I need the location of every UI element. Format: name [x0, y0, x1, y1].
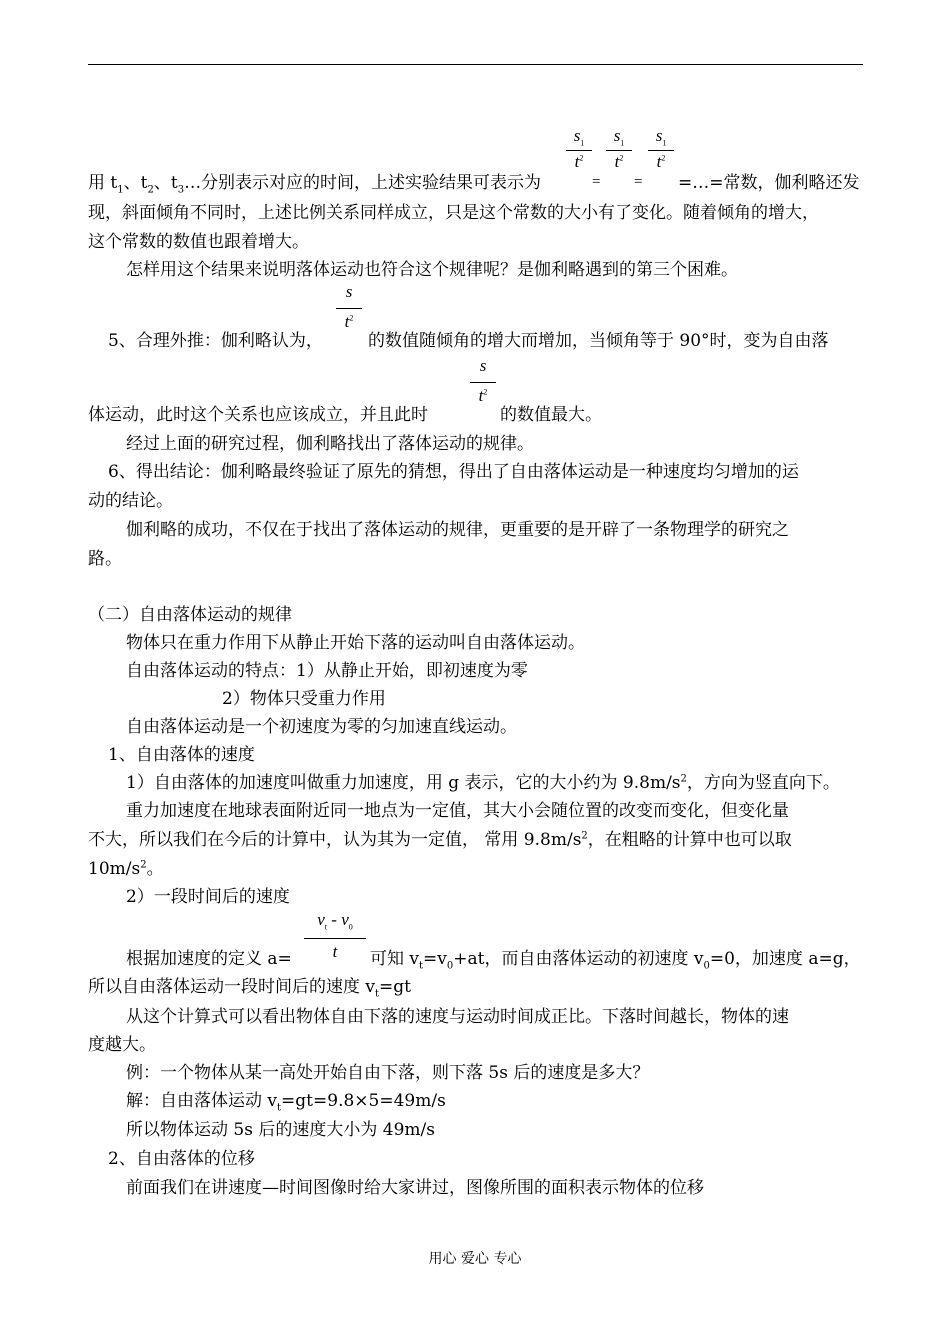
paragraph-line: 从这个计算式可以看出物体自由下落的速度与运动时间成正比。下落时间越长，物体的速	[126, 1007, 789, 1027]
paragraph-line: 解：自由落体运动 $v_t=gt=9.8\times 5=49m/s$	[126, 1091, 446, 1114]
paragraph-line: 路。	[88, 549, 122, 569]
paragraph-line: 5、合理外推：伽利略认为，	[108, 331, 323, 351]
paragraph-line: 重力加速度在地球表面附近同一地点为一定值，其大小会随位置的改变而变化，但变化量	[126, 801, 789, 821]
paragraph-line: 用 $t_1$、$t_2$、$t_3\dots$分别表示对应的时间，上述实验结果可表示为	[88, 173, 542, 196]
paragraph-line: 根据加速度的定义 a=	[126, 949, 292, 969]
paragraph-line: 物体只在重力作用下从静止开始下落的运动叫自由落体运动。	[126, 633, 585, 653]
fraction-s-t2: s $t^2$	[470, 356, 496, 416]
header-rule	[88, 64, 863, 65]
section-heading: （二）自由落体运动的规律	[88, 605, 292, 625]
paragraph-line: 所以自由落体运动一段时间后的速度 $v_t=gt$	[88, 977, 412, 1000]
fraction-s-t2: s $t^2$	[336, 282, 362, 342]
paragraph-line: 自由落体运动的特点：1）从静止开始，即初速度为零	[126, 661, 528, 681]
paragraph-line: $10m/s^2$。	[88, 859, 164, 879]
paragraph-line: 例：一个物体从某一高处开始自由下落，则下落 5s 后的速度是多大？	[126, 1063, 650, 1083]
paragraph-line: 不大，所以我们在今后的计算中，认为其为一定值， 常用 $9.8m/s^2$，在粗略的计算中也可以取	[88, 830, 792, 850]
equals-sign: =	[634, 174, 643, 190]
paragraph-line: 6、得出结论：伽利略最终验证了原先的猜想，得出了自由落体运动是一种速度均匀增加的运	[108, 462, 799, 482]
equals-sign: =	[592, 174, 601, 190]
paragraph-line: 前面我们在讲速度—时间图像时给大家讲过，图像所围的面积表示物体的位移	[126, 1178, 704, 1198]
paragraph-line: 动的结论。	[88, 491, 173, 511]
page-footer: 用心 爱心 专心	[428, 1251, 522, 1267]
paragraph-line: 这个常数的数值也跟着增大。	[88, 232, 309, 252]
paragraph-line: 怎样用这个结果来说明落体运动也符合这个规律呢？是伽利略遇到的第三个困难。	[126, 260, 738, 280]
subsection-heading: 2、自由落体的位移	[108, 1149, 255, 1169]
fraction-s1-t3: $s_1$ $t^2$	[648, 126, 674, 186]
paragraph-line: 1）自由落体的加速度叫做重力加速度，用 g 表示，它的大小约为 $9.8m/s^2$，方向为竖直向下。	[126, 773, 840, 793]
subsection-heading: 1、自由落体的速度	[108, 745, 255, 765]
fraction-s1-t1: $s_1$ $t^2$	[566, 126, 592, 186]
paragraph-line: 的数值最大。	[500, 405, 602, 425]
paragraph-line: 2）一段时间后的速度	[126, 887, 290, 907]
paragraph-line: 可知 $v_t=v_0+at$，而自由落体运动的初速度 $v_0=0$，加速度 a=g，	[370, 949, 861, 972]
paragraph-line: 体运动，此时这个关系也应该成立，并且此时	[88, 405, 428, 425]
paragraph-line: 度越大。	[88, 1035, 156, 1055]
paragraph-line: 伽利略的成功，不仅在于找出了落体运动的规律，更重要的是开辟了一条物理学的研究之	[126, 520, 789, 540]
paragraph-line: 经过上面的研究过程，伽利略找出了落体运动的规律。	[126, 434, 534, 454]
paragraph-line: 自由落体运动是一个初速度为零的匀加速直线运动。	[126, 717, 517, 737]
paragraph-line: 2）物体只受重力作用	[222, 689, 386, 709]
fraction-velocity-change: $v_t - v_0$ t	[304, 910, 366, 968]
paragraph-line: 所以物体运动 5s 后的速度大小为 49m/s	[126, 1120, 435, 1140]
paragraph-line-tail: =…=常数，伽利略还发	[678, 173, 860, 193]
paragraph-line: 现，斜面倾角不同时，上述比例关系同样成立，只是这个常数的大小有了变化。随着倾角的增大，	[88, 203, 819, 223]
fraction-s1-t2: $s_1$ $t^2$	[606, 126, 632, 186]
paragraph-line: 的数值随倾角的增大而增加，当倾角等于 90°时，变为自由落	[368, 331, 829, 351]
